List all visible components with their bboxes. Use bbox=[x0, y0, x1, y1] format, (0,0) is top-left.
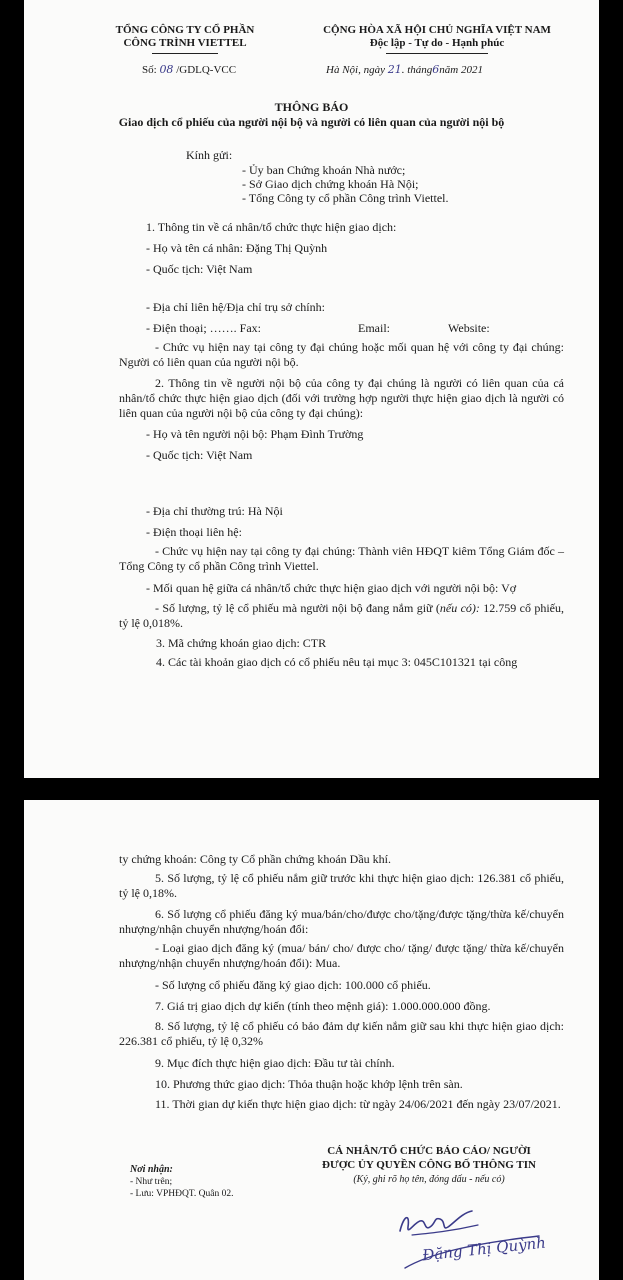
section-3: 3. Mã chứng khoán giao dịch: CTR bbox=[156, 636, 327, 650]
document-number: Số: 08 /GDLQ-VCC bbox=[142, 63, 237, 76]
s2-address: - Địa chỉ thường trú: Hà Nội bbox=[146, 504, 283, 518]
notice-subtitle: Giao dịch cổ phiếu của người nội bộ và người có liên quan của người nội bộ bbox=[118, 115, 505, 129]
section-4-line1: 4. Các tài khoản giao dịch có cổ phiếu nêu tại mục 3: 045C101321 tại công bbox=[156, 655, 518, 669]
document-page-1 bbox=[24, 0, 599, 778]
section-6: 6. Số lượng cổ phiếu đăng ký mua/bán/cho/được cho/tặng/được tặng/thừa kế/chuyển nhượng/nhận chuyển nhượng/hoán đổi: bbox=[119, 907, 564, 936]
signatory-note: (Ký, ghi rõ họ tên, đóng dấu - nếu có) bbox=[353, 1174, 505, 1185]
recipient-1: - Ủy ban Chứng khoán Nhà nước; bbox=[242, 163, 406, 177]
motto-underline bbox=[386, 53, 488, 54]
section-7: 7. Giá trị giao dịch dự kiến (tính theo mệnh giá): 1.000.000.000 đồng. bbox=[155, 999, 491, 1013]
s1-name: - Họ và tên cá nhân: Đặng Thị Quỳnh bbox=[146, 241, 328, 255]
company-name-line1: TỔNG CÔNG TY CỔ PHẦN bbox=[115, 24, 255, 36]
s2-name: - Họ và tên người nội bộ: Phạm Đình Trường bbox=[146, 427, 364, 441]
s1-position: - Chức vụ hiện nay tại công ty đại chúng hoặc mối quan hệ với công ty đại chúng: Người có liên quan của người nội bộ. bbox=[119, 340, 564, 369]
section-1-heading: 1. Thông tin về cá nhân/tổ chức thực hiện giao dịch: bbox=[146, 220, 397, 234]
s1-email: Email: bbox=[358, 321, 390, 335]
document-page-2 bbox=[24, 800, 599, 1280]
date-day-handwritten: 21 bbox=[387, 63, 402, 76]
s2-holding: - Số lượng, tỷ lệ cổ phiếu mà người nội bộ đang nắm giữ (nếu có): 12.759 cổ phiếu, tỷ lệ 0,018%. bbox=[119, 601, 564, 630]
section-4-line2: ty chứng khoán: Công ty Cổ phần chứng khoán Dầu khí. bbox=[119, 852, 391, 866]
section-5: 5. Số lượng, tỷ lệ cổ phiếu nắm giữ trước khi thực hiện giao dịch: 126.381 cổ phiếu, tỷ lệ 0,18%. bbox=[119, 871, 564, 900]
notice-title: THÔNG BÁO bbox=[274, 100, 349, 114]
s1-website: Website: bbox=[448, 321, 490, 335]
company-underline bbox=[152, 53, 218, 54]
s1-address: - Địa chỉ liên hệ/Địa chỉ trụ sở chính: bbox=[146, 300, 325, 314]
signatory-title-line2: ĐƯỢC ỦY QUYỀN CÔNG BỐ THÔNG TIN bbox=[322, 1159, 536, 1171]
section-2-heading: 2. Thông tin về người nội bộ của công ty đại chúng là người có liên quan của cá nhân/tổ chức thực hiện giao dịch (đối với trường hợp người thực hiện giao dịch là người có liên quan của người nội bộ của công ty đại chúng): bbox=[119, 376, 564, 420]
recipients-item-1: - Như trên; bbox=[130, 1177, 173, 1187]
s2-position: - Chức vụ hiện nay tại công ty đại chúng: Thành viên HĐQT kiêm Tổng Giám đốc – Tổng Công ty cổ phần Công trình Viettel. bbox=[119, 544, 564, 573]
document-date: Hà Nội, ngày 21. tháng6năm 2021 bbox=[326, 63, 483, 76]
s1-nationality: - Quốc tịch: Việt Nam bbox=[146, 262, 253, 276]
section-6-quantity: - Số lượng cổ phiếu đăng ký giao dịch: 100.000 cổ phiếu. bbox=[155, 978, 431, 992]
recipients-label: Nơi nhận: bbox=[130, 1164, 173, 1175]
document-number-handwritten: 08 bbox=[159, 63, 174, 76]
company-name-line2: CÔNG TRÌNH VIETTEL bbox=[123, 37, 247, 49]
date-month-handwritten: 6 bbox=[432, 63, 440, 76]
recipient-3: - Tổng Công ty cổ phần Công trình Viettel. bbox=[242, 191, 449, 205]
s1-phone-fax: - Điện thoại; ……. Fax: bbox=[146, 321, 261, 335]
section-8: 8. Số lượng, tỷ lệ cổ phiếu có bảo đảm dự kiến nắm giữ sau khi thực hiện giao dịch: 226.381 cổ phiếu, tỷ lệ 0,32% bbox=[119, 1019, 564, 1048]
section-9: 9. Mục đích thực hiện giao dịch: Đầu tư tài chính. bbox=[155, 1056, 395, 1070]
signatory-title-line1: CÁ NHÂN/TỔ CHỨC BÁO CÁO/ NGƯỜI bbox=[327, 1145, 531, 1157]
s2-nationality: - Quốc tịch: Việt Nam bbox=[146, 448, 253, 462]
national-motto: Độc lập - Tự do - Hạnh phúc bbox=[369, 37, 505, 49]
national-title: CỘNG HÒA XÃ HỘI CHỦ NGHĨA VIỆT NAM bbox=[323, 24, 551, 36]
section-6-type: - Loại giao dịch đăng ký (mua/ bán/ cho/ được cho/ tặng/ được tặng/ thừa kế/chuyển nhượng/nhận chuyển nhượng/hoán đổi): Mua. bbox=[119, 941, 564, 970]
section-11: 11. Thời gian dự kiến thực hiện giao dịch: từ ngày 24/06/2021 đến ngày 23/07/2021. bbox=[155, 1097, 561, 1111]
greeting: Kính gửi: bbox=[186, 148, 233, 162]
s2-phone: - Điện thoại liên hệ: bbox=[146, 525, 242, 539]
recipient-2: - Sở Giao dịch chứng khoán Hà Nội; bbox=[242, 177, 419, 191]
signature-name: Đặng Thị Quỳnh bbox=[421, 1233, 547, 1265]
s2-relation: - Mối quan hệ giữa cá nhân/tổ chức thực hiện giao dịch với người nội bộ: Vợ bbox=[146, 581, 517, 595]
recipients-item-2: - Lưu: VPHĐQT. Quân 02. bbox=[130, 1189, 234, 1199]
section-10: 10. Phương thức giao dịch: Thỏa thuận hoặc khớp lệnh trên sàn. bbox=[155, 1077, 463, 1091]
